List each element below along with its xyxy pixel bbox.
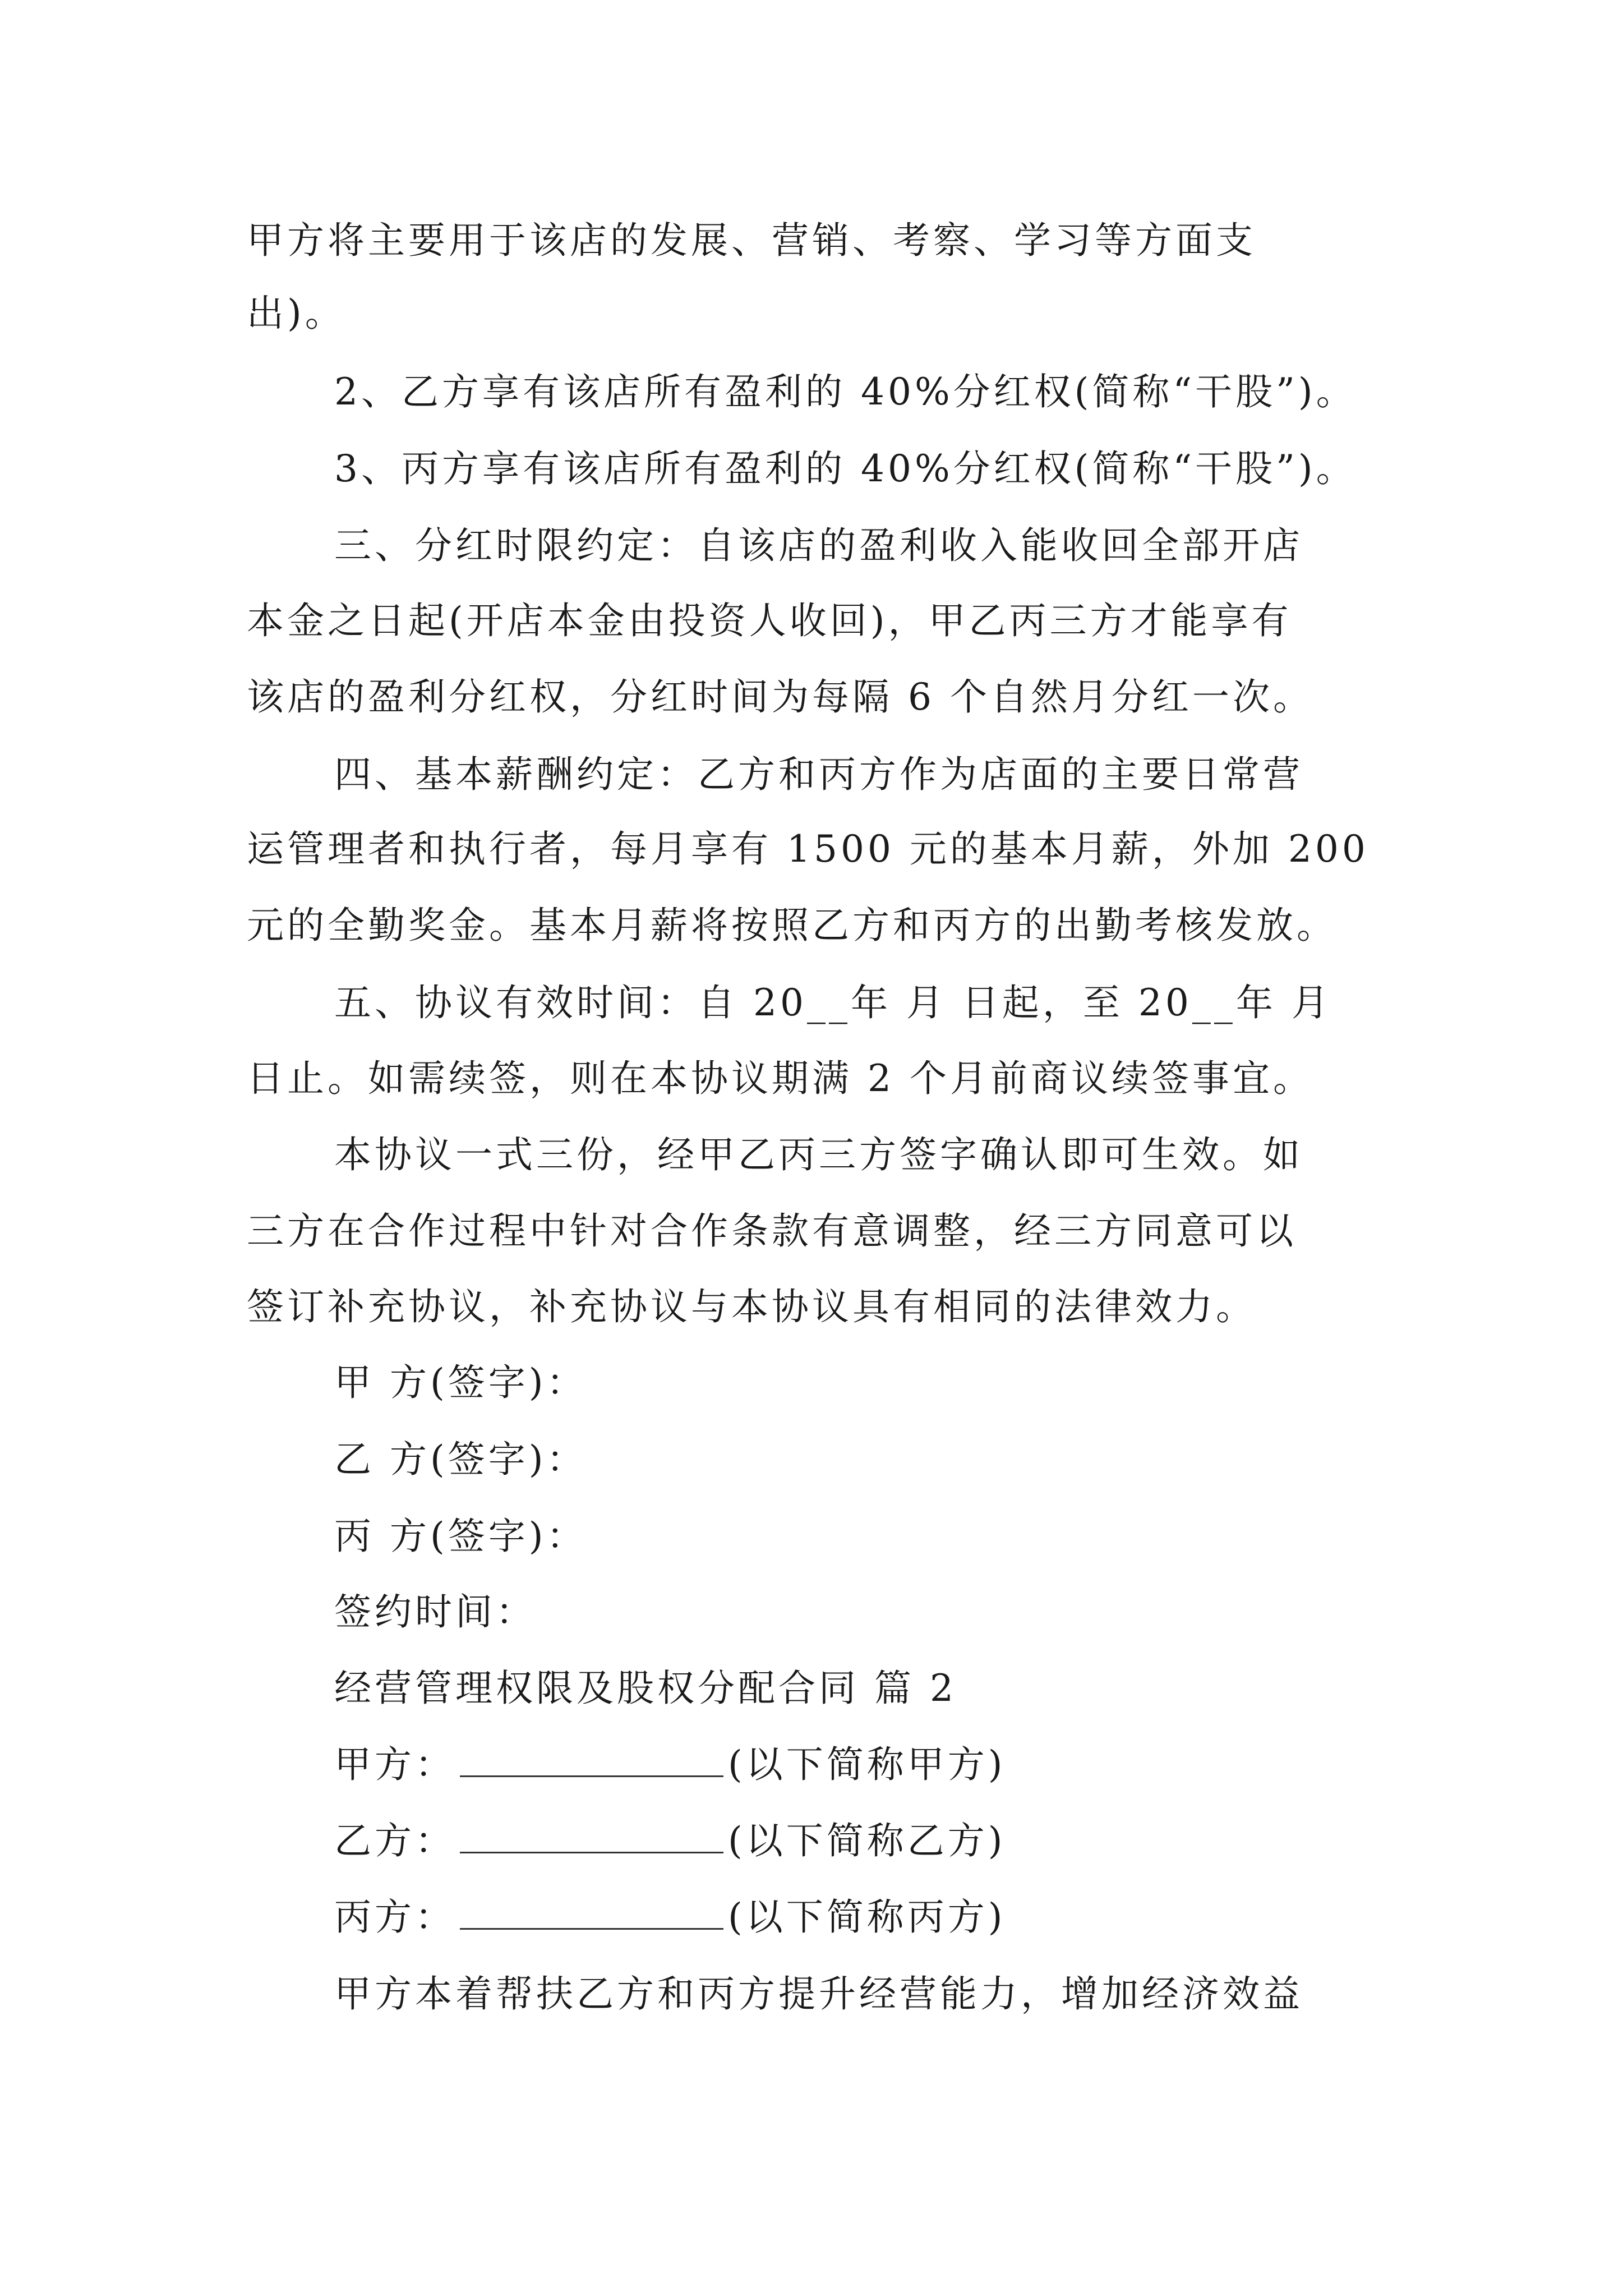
paragraph-line: 元的全勤奖金。基本月薪将按照乙方和丙方的出勤考核发放。 <box>247 904 1337 947</box>
paragraph-line: 出)。 <box>247 292 345 335</box>
paragraph-line: 2、乙方享有该店所有盈利的 40%分红权(简称“干股”)。 <box>334 370 1357 413</box>
paragraph-line: 运管理者和执行者，每月享有 1500 元的基本月薪，外加 200 <box>247 827 1369 871</box>
paragraph-line: 签订补充协议，补充协议与本协议具有相同的法律效力。 <box>247 1285 1256 1328</box>
signature-line-a: 甲 方(签字)： <box>334 1361 587 1404</box>
party-label: 丙方： <box>334 1895 455 1939</box>
signature-line-c: 丙 方(签字)： <box>334 1515 587 1558</box>
paragraph-line: 五、协议有效时间：自 20__年 月 日起，至 20__年 月 <box>334 981 1332 1024</box>
section-heading: 经营管理权限及股权分配合同 篇 2 <box>334 1667 957 1710</box>
party-suffix: (以下简称甲方) <box>728 1743 1006 1786</box>
paragraph-line: 甲方将主要用于该店的发展、营销、考察、学习等方面支 <box>247 219 1256 262</box>
paragraph-line: 3、丙方享有该店所有盈利的 40%分红权(简称“干股”)。 <box>334 447 1357 490</box>
party-suffix: (以下简称丙方) <box>728 1895 1006 1939</box>
party-line-a <box>334 1740 1006 1790</box>
signature-line-b: 乙 方(签字)： <box>334 1438 587 1481</box>
paragraph-line: 甲方本着帮扶乙方和丙方提升经营能力，增加经济效益 <box>334 1972 1303 2016</box>
fill-blank <box>460 1742 723 1777</box>
paragraph-line: 三方在合作过程中针对合作条款有意调整，经三方同意可以 <box>247 1209 1297 1253</box>
fill-blank <box>460 1894 723 1930</box>
party-label: 甲方： <box>334 1743 455 1786</box>
signing-date-line: 签约时间： <box>334 1590 536 1634</box>
party-label: 乙方： <box>334 1819 455 1862</box>
party-line-c <box>334 1892 1006 1943</box>
party-line-b <box>334 1816 1006 1866</box>
party-suffix: (以下简称乙方) <box>728 1819 1006 1862</box>
paragraph-line: 四、基本薪酬约定：乙方和丙方作为店面的主要日常营 <box>334 753 1303 796</box>
paragraph-line: 三、分红时限约定：自该店的盈利收入能收回全部开店 <box>334 524 1303 567</box>
paragraph-line: 该店的盈利分红权，分红时间为每隔 6 个自然月分红一次。 <box>247 675 1313 719</box>
paragraph-line: 日止。如需续签，则在本协议期满 2 个月前商议续签事宜。 <box>247 1057 1313 1100</box>
paragraph-line: 本协议一式三份，经甲乙丙三方签字确认即可生效。如 <box>334 1133 1303 1176</box>
paragraph-line: 本金之日起(开店本金由投资人收回)，甲乙丙三方才能享有 <box>247 599 1292 642</box>
fill-blank <box>460 1818 723 1853</box>
